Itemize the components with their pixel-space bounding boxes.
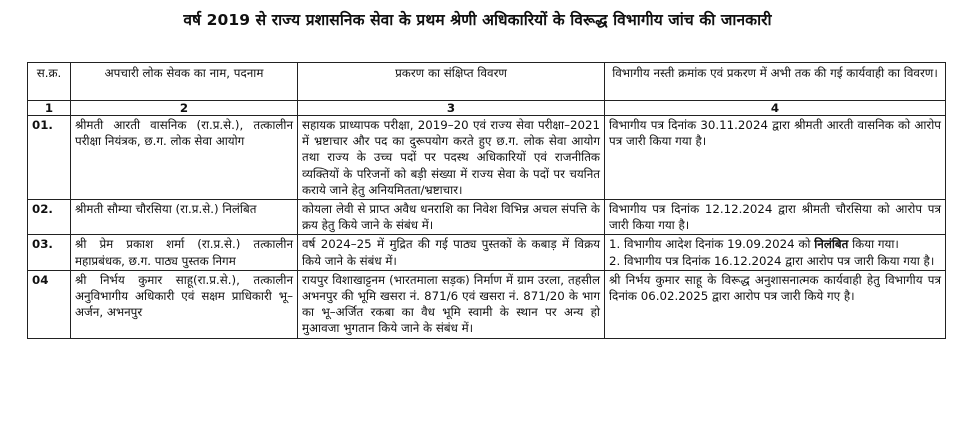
table-row <box>28 116 946 200</box>
column-number: 3 <box>298 101 605 116</box>
table-row <box>28 235 946 270</box>
row-officer-name: श्री प्रेम प्रकाश शर्मा (रा.प्र.से.) तत्कालीन महाप्रबंधक, छ.ग. पाठ्य पुस्तक निगम <box>71 235 298 270</box>
column-number: 4 <box>605 101 946 116</box>
header-action: विभागीय नस्ती क्रमांक एवं प्रकरण में अभी तक की गई कार्यवाही का विवरण। <box>605 63 946 101</box>
inquiry-table <box>27 62 946 339</box>
row-officer-name: श्रीमती आरती वासनिक (रा.प्र.से.), तत्कालीन परीक्षा नियंत्रक, छ.ग. लोक सेवा आयोग <box>71 116 298 200</box>
suspended-label: निलंबित <box>814 237 849 252</box>
action-item-text: 2. विभागीय पत्र दिनांक 16.12.2024 द्वारा आरोप पत्र जारी किया गया है। <box>609 253 935 268</box>
row-action-taken: विभागीय पत्र दिनांक 12.12.2024 द्वारा श्रीमती चौरसिया को आरोप पत्र जारी किया गया है। <box>605 200 946 235</box>
table-header-row <box>28 63 946 101</box>
row-officer-name: श्रीमती सौम्या चौरसिया (रा.प्र.से.) निलंबित <box>71 200 298 235</box>
header-summary: प्रकरण का संक्षिप्त विवरण <box>298 63 605 101</box>
row-sno: 04 <box>28 270 71 338</box>
column-number: 2 <box>71 101 298 116</box>
row-case-summary: वर्ष 2024–25 में मुद्रित की गई पाठ्य पुस्तकों के कबाड़ में विक्रय किये जाने के संबंध में। <box>298 235 605 270</box>
header-name: अपचारी लोक सेवक का नाम, पदनाम <box>71 63 298 101</box>
action-item <box>609 236 941 252</box>
row-officer-name: श्री निर्भय कुमार साहू(रा.प्र.से.), तत्कालीन अनुविभागीय अधिकारी एवं सक्षम प्राधिकारी भू–अर्जन, अभनपुर <box>71 270 298 338</box>
row-sno: 02. <box>28 200 71 235</box>
row-action-taken <box>605 235 946 270</box>
row-case-summary: सहायक प्राध्यापक परीक्षा, 2019–20 एवं राज्य सेवा परीक्षा–2021 में भ्रष्टाचार और पद का दुरूपयोग करते हुए छ.ग. लोक सेवा आयोग तथा राज्य के उच्च पदों पर पदस्थ अधिकारियों एवं राजनीतिक व्यक्तियों के परिजनों को बड़ी संख्या में राज्य सेवा के पदों पर चयनित कराये जाने हेतु अनियमितता/भ्रष्टाचार। <box>298 116 605 200</box>
row-case-summary: रायपुर विशाखाट्टनम (भारतमाला सड़क) निर्माण में ग्राम उरला, तहसील अभनपुर की भूमि खसरा नं. 871/6 एवं खसरा नं. 871/20 के भाग का भू–अर्जित रकबा का वैध भूमि स्वामी के स्थान पर अन्य हो मुआवजा भुगतान किये जाने के संबंध में। <box>298 270 605 338</box>
action-item <box>609 253 941 269</box>
page-title: वर्ष 2019 से राज्य प्रशासनिक सेवा के प्रथम श्रेणी अधिकारियों के विरूद्ध विभागीय जांच की जानकारी <box>183 11 772 29</box>
row-action-taken: विभागीय पत्र दिनांक 30.11.2024 द्वारा श्रीमती आरती वासनिक को आरोप पत्र जारी किया गया है। <box>605 116 946 200</box>
row-case-summary: कोयला लेवी से प्राप्त अवैध धनराशि का निवेश विभिन्न अचल संपत्ति के क्रय हेतु किये जाने के संबंध में। <box>298 200 605 235</box>
action-item-text: 1. विभागीय आदेश दिनांक 19.09.2024 को <box>609 237 815 252</box>
table-row <box>28 270 946 338</box>
header-sno: स.क्र. <box>28 63 71 101</box>
row-sno: 03. <box>28 235 71 270</box>
column-number-row <box>28 101 946 116</box>
table-row <box>28 200 946 235</box>
row-action-taken: श्री निर्भय कुमार साहू के विरूद्ध अनुशासनात्मक कार्यवाही हेतु विभागीय पत्र दिनांक 06.02.2025 द्वारा आरोप पत्र जारी किये गए है। <box>605 270 946 338</box>
column-number: 1 <box>28 101 71 116</box>
row-sno: 01. <box>28 116 71 200</box>
action-item-text: किया गया। <box>848 237 899 252</box>
